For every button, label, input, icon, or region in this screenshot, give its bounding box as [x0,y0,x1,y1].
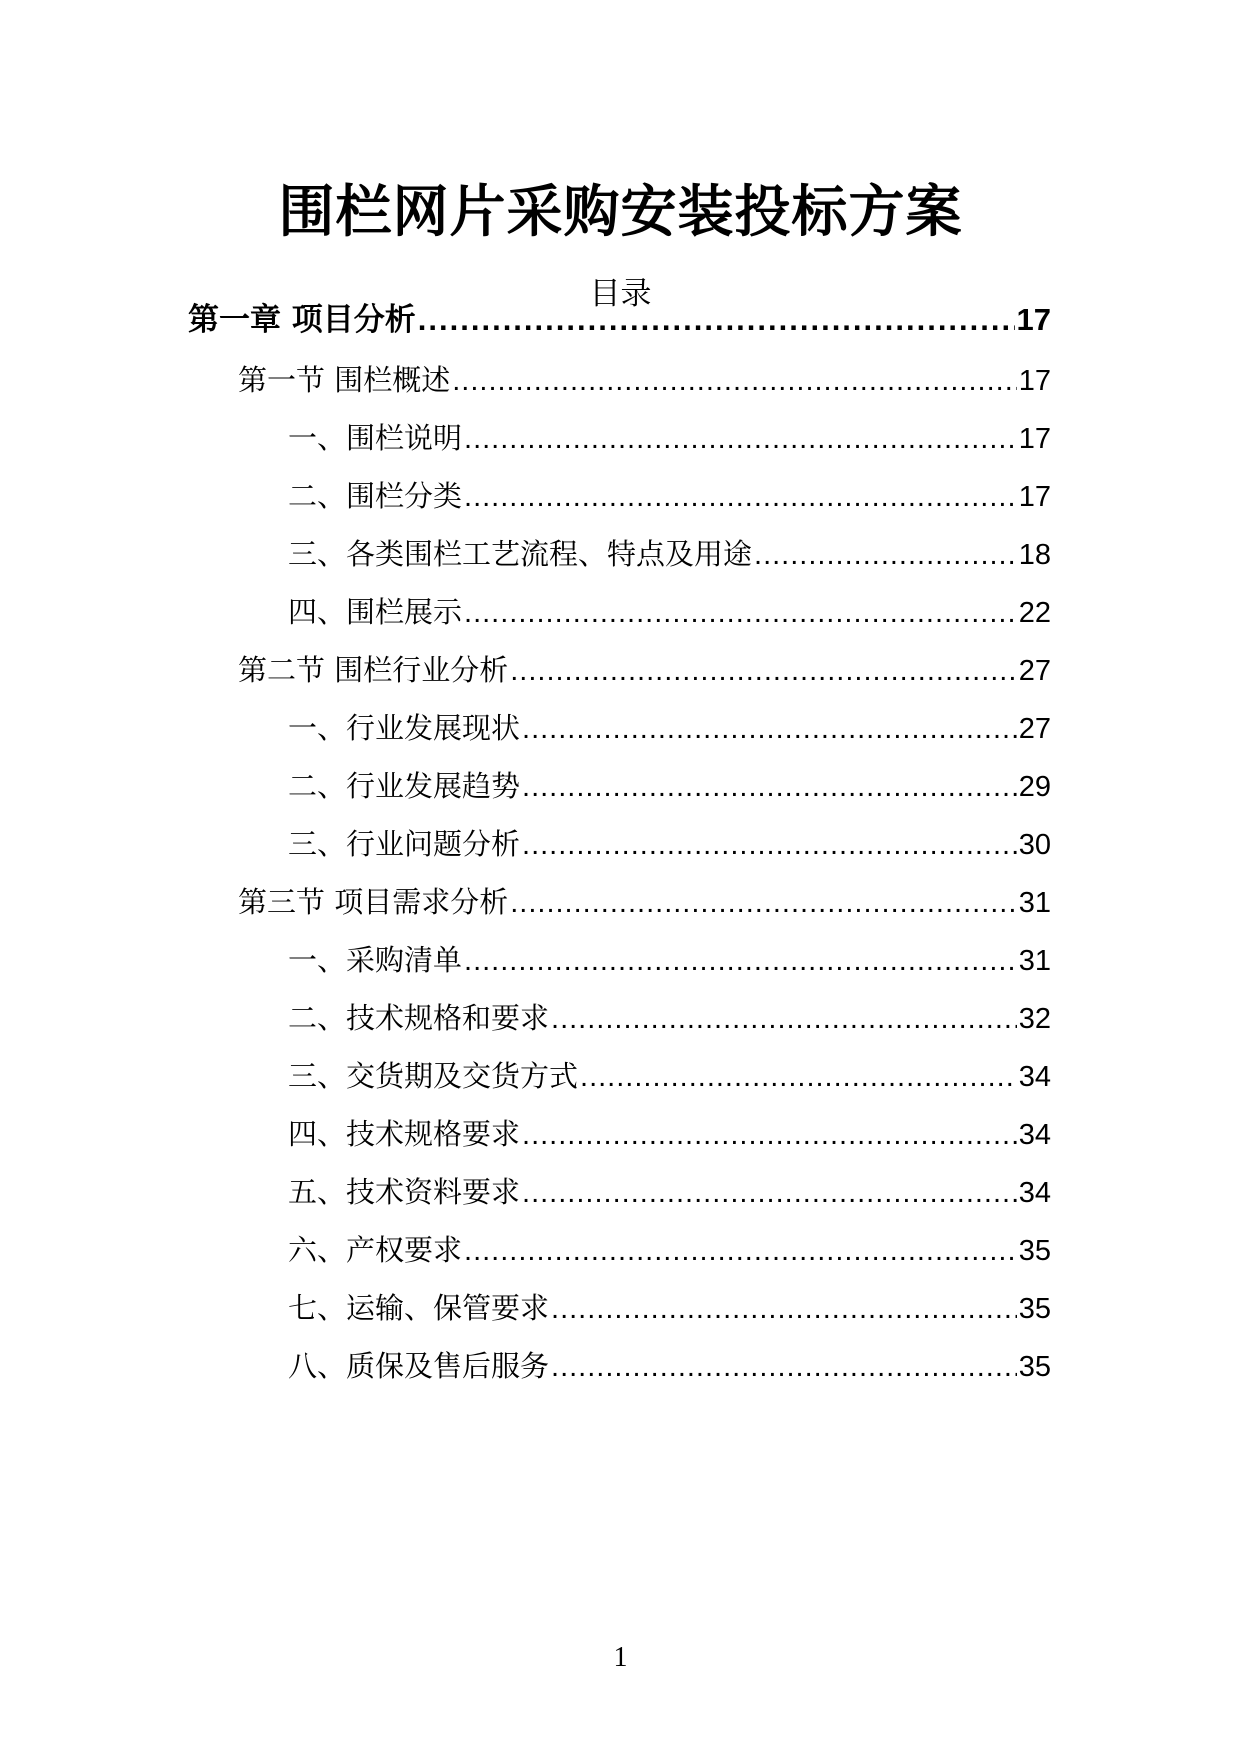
toc-entry-section-1[interactable] [238,360,1051,401]
toc-entry-page: 17 [1018,365,1051,397]
toc-leader-dots [522,825,1017,865]
toc-entry-label: 第二节 围栏行业分析 [238,653,509,687]
toc-leader-dots [510,883,1017,923]
toc-entry-label: 第三节 项目需求分析 [238,885,509,919]
toc-leader-dots [551,1289,1017,1329]
toc-entry-label: 三、交货期及交货方式 [288,1059,579,1093]
toc-leader-dots [510,651,1017,691]
toc-entry-page: 17 [1016,302,1051,337]
toc-entry-page: 35 [1018,1351,1051,1383]
toc-entry-item[interactable] [288,1172,1051,1213]
toc-entry-page: 22 [1018,597,1051,629]
toc-entry-label: 二、行业发展趋势 [288,769,521,803]
toc-entry-page: 27 [1018,655,1051,687]
toc-entry-item[interactable] [288,1346,1051,1387]
toc-leader-dots [522,1173,1017,1213]
toc-entry-page: 34 [1018,1177,1051,1209]
toc-entry-page: 18 [1018,539,1051,571]
toc-entry-label: 二、技术规格和要求 [288,1001,550,1035]
toc-entry-label: 五、技术资料要求 [288,1175,521,1209]
toc-entry-label: 三、行业问题分析 [288,827,521,861]
toc-entry-item[interactable] [288,766,1051,807]
toc-entry-label: 六、产权要求 [288,1233,463,1267]
toc-entry-label: 一、行业发展现状 [288,711,521,745]
toc-entry-page: 17 [1018,481,1051,513]
toc-leader-dots [464,419,1017,459]
toc-leader-dots [580,1057,1017,1097]
toc-entry-label: 一、采购清单 [288,943,463,977]
toc-entry-page: 34 [1018,1061,1051,1093]
toc-heading: 目录 [589,276,652,312]
toc-entry-item[interactable] [288,940,1051,981]
toc-leader-dots [754,535,1017,575]
toc-entry-label: 一、围栏说明 [288,421,463,455]
toc-entry-item[interactable] [288,1056,1051,1097]
toc-leader-dots [522,709,1017,749]
toc-leader-dots [464,593,1017,633]
toc-entry-item[interactable] [288,592,1051,633]
toc-entry-page: 27 [1018,713,1051,745]
toc-entry-label: 八、质保及售后服务 [288,1349,550,1383]
toc-entry-page: 32 [1018,1003,1051,1035]
toc-entry-page: 29 [1018,771,1051,803]
toc-entry-label: 三、各类围栏工艺流程、特点及用途 [288,537,753,571]
toc-leader-dots [464,477,1017,517]
toc-leader-dots [551,999,1017,1039]
toc-entry-item[interactable] [288,476,1051,517]
toc-leader-dots [418,300,1015,340]
toc-entry-label: 七、运输、保管要求 [288,1291,550,1325]
toc-entry-page: 35 [1018,1235,1051,1267]
toc-leader-dots [464,941,1017,981]
toc-leader-dots [522,767,1017,807]
toc-entry-label: 四、技术规格要求 [288,1117,521,1151]
toc-entry-section-3[interactable] [238,882,1051,923]
toc-leader-dots [522,1115,1017,1155]
toc-leader-dots [464,1231,1017,1271]
page-number: 1 [613,1642,628,1673]
toc-entry-page: 35 [1018,1293,1051,1325]
toc-entry-section-2[interactable] [238,650,1051,691]
toc-entry-item[interactable] [288,824,1051,865]
toc-leader-dots [452,361,1017,401]
toc-entry-page: 31 [1018,945,1051,977]
toc-entry-label: 第一节 围栏概述 [238,363,451,397]
toc-entry-label: 四、围栏展示 [288,595,463,629]
toc-entry-page: 34 [1018,1119,1051,1151]
toc-leader-dots [551,1347,1017,1387]
toc-entry-label: 二、围栏分类 [288,479,463,513]
toc-entry-page: 30 [1018,829,1051,861]
toc-entry-page: 31 [1018,887,1051,919]
toc-entry-item[interactable] [288,1288,1051,1329]
toc-entry-item[interactable] [288,534,1051,575]
toc-entry-item[interactable] [288,418,1051,459]
toc-entry-item[interactable] [288,708,1051,749]
toc-entry-item[interactable] [288,1230,1051,1271]
document-title: 围栏网片采购安装投标方案 [278,180,963,245]
toc-entry-chapter-1[interactable] [188,300,1051,340]
toc-entry-item[interactable] [288,1114,1051,1155]
toc-entry-page: 17 [1018,423,1051,455]
toc-entry-label: 第一章 项目分析 [188,302,416,338]
toc-entry-item[interactable] [288,998,1051,1039]
